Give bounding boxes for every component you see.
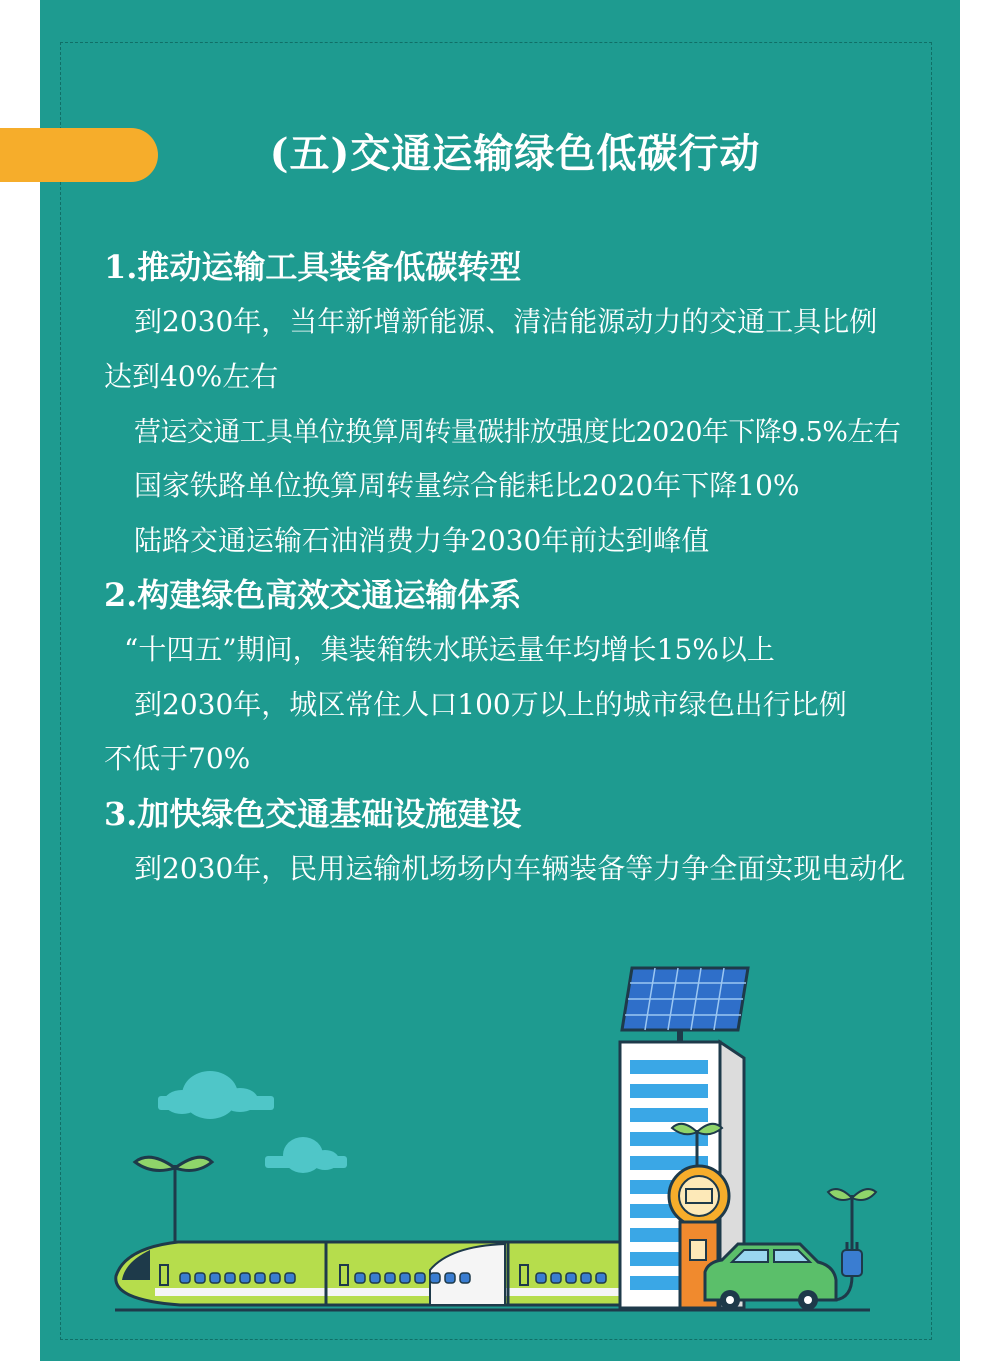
cloud-icon	[158, 1071, 274, 1119]
section-1-line-5: 陆路交通运输石油消费力争2030年前达到峰值	[134, 524, 710, 557]
section-2-line-1: “十四五”期间，集装箱铁水联运量年均增长15%以上	[124, 633, 775, 666]
section-1-line-3: 营运交通工具单位换算周转量碳排放强度比2020年下降9.5%左右	[134, 417, 901, 448]
high-speed-train-icon	[116, 1242, 620, 1305]
section-2-line-2: 到2030年，城区常住人口100万以上的城市绿色出行比例	[134, 688, 847, 721]
section-1-line-2: 达到40%左右	[104, 360, 279, 393]
section-heading-1: 1.推动运输工具装备低碳转型	[104, 248, 522, 286]
section-3-line-1: 到2030年，民用运输机场场内车辆装备等力争全面实现电动化	[134, 852, 906, 885]
cloud-icon	[265, 1137, 347, 1173]
sprout-icon	[135, 1157, 212, 1245]
section-1-line-4: 国家铁路单位换算周转量综合能耗比2020年下降10%	[134, 469, 800, 502]
section-heading-2: 2.构建绿色高效交通运输体系	[104, 576, 522, 614]
section-2-line-3: 不低于70%	[104, 742, 251, 775]
section-heading-3: 3.加快绿色交通基础设施建设	[104, 795, 522, 833]
page-title: (五)交通运输绿色低碳行动	[269, 130, 761, 177]
section-1-line-1: 到2030年，当年新增新能源、清洁能源动力的交通工具比例	[134, 305, 878, 338]
solar-panel-icon	[622, 968, 748, 1042]
